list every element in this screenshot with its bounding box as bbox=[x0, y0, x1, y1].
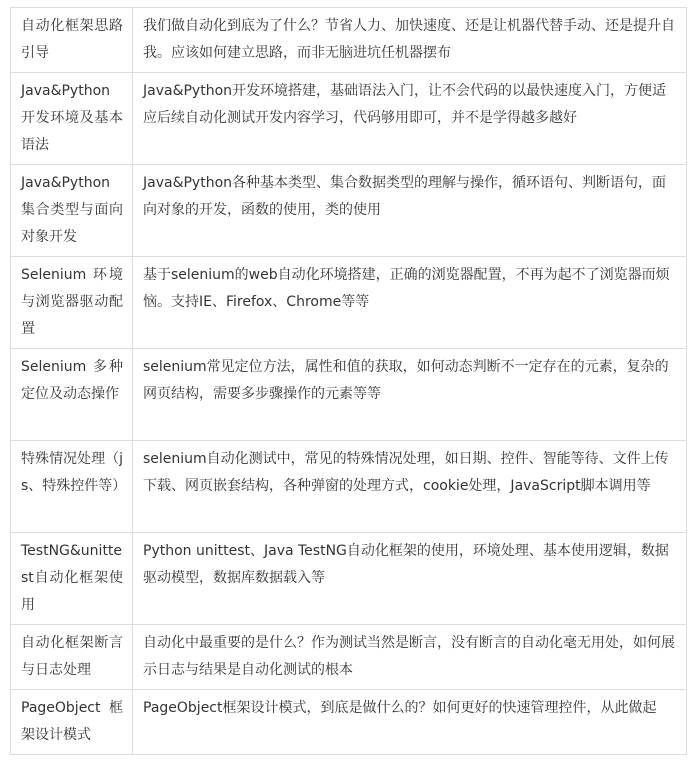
table-row bbox=[11, 690, 687, 755]
topic-cell: 自动化框架断言与日志处理 bbox=[11, 625, 133, 690]
table-row bbox=[11, 625, 687, 690]
course-outline-container bbox=[10, 7, 687, 755]
table-row bbox=[11, 533, 687, 625]
description-cell: selenium自动化测试中，常见的特殊情况处理，如日期、控件、智能等待、文件上传下载、网页嵌套结构，各种弹窗的处理方式，cookie处理，JavaScript脚本调用等 bbox=[133, 441, 687, 533]
topic-cell: PageObject框架设计模式 bbox=[11, 690, 133, 755]
table-row bbox=[11, 349, 687, 441]
table-row bbox=[11, 8, 687, 73]
topic-cell: 自动化框架思路引导 bbox=[11, 8, 133, 73]
topic-cell: TestNG&unittest自动化框架使用 bbox=[11, 533, 133, 625]
topic-cell: Java&Python集合类型与面向对象开发 bbox=[11, 165, 133, 257]
course-outline-table bbox=[10, 7, 687, 755]
topic-cell: Selenium 多种定位及动态操作 bbox=[11, 349, 133, 441]
description-cell: selenium常见定位方法，属性和值的获取，如何动态判断不一定存在的元素，复杂的网页结构，需要多步骤操作的元素等等 bbox=[133, 349, 687, 441]
topic-cell: 特殊情况处理（js、特殊控件等） bbox=[11, 441, 133, 533]
description-cell: 我们做自动化到底为了什么？节省人力、加快速度、还是让机器代替手动、还是提升自我。应该如何建立思路，而非无脑进坑任机器摆布 bbox=[133, 8, 687, 73]
description-cell: PageObject框架设计模式，到底是做什么的？如何更好的快速管理控件，从此做起 bbox=[133, 690, 687, 755]
table-row bbox=[11, 257, 687, 349]
table-row bbox=[11, 73, 687, 165]
description-cell: 基于selenium的web自动化环境搭建，正确的浏览器配置，不再为起不了浏览器而烦恼。支持IE、Firefox、Chrome等等 bbox=[133, 257, 687, 349]
table-row bbox=[11, 441, 687, 533]
description-cell: Java&Python各种基本类型、集合数据类型的理解与操作，循环语句、判断语句，面向对象的开发，函数的使用，类的使用 bbox=[133, 165, 687, 257]
description-cell: 自动化中最重要的是什么？作为测试当然是断言，没有断言的自动化毫无用处，如何展示日志与结果是自动化测试的根本 bbox=[133, 625, 687, 690]
description-cell: Python unittest、Java TestNG自动化框架的使用，环境处理、基本使用逻辑，数据驱动模型，数据库数据载入等 bbox=[133, 533, 687, 625]
topic-cell: Java&Python开发环境及基本语法 bbox=[11, 73, 133, 165]
topic-cell: Selenium 环境与浏览器驱动配置 bbox=[11, 257, 133, 349]
table-row bbox=[11, 165, 687, 257]
description-cell: Java&Python开发环境搭建，基础语法入门，让不会代码的以最快速度入门，方便适应后续自动化测试开发内容学习，代码够用即可，并不是学得越多越好 bbox=[133, 73, 687, 165]
